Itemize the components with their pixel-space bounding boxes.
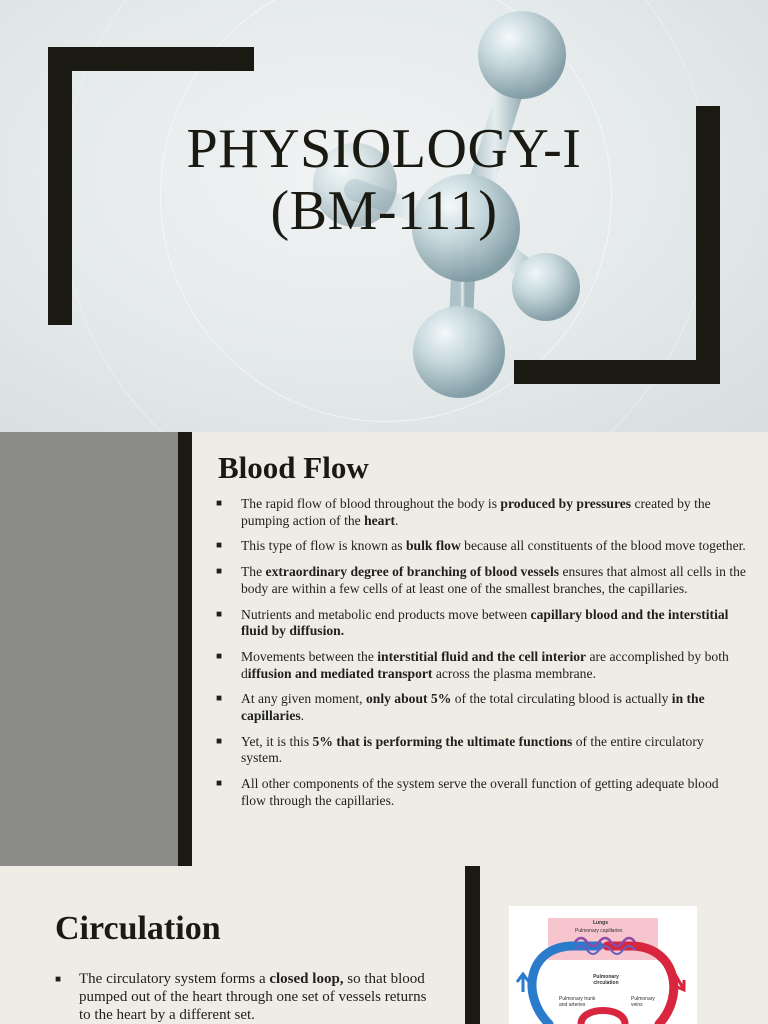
bullet-marker: ■: [216, 651, 223, 663]
text-run: Yet, it is this: [241, 733, 313, 749]
bold-run: capillary blood and the interstitial fluid by diffusion.: [241, 606, 729, 639]
pulmonary-loop-illustration: [509, 906, 697, 1024]
bullet-item: [216, 649, 746, 682]
text-run: The: [241, 564, 266, 580]
bullet-text: [79, 971, 426, 1023]
frame-bracket-bottom: [514, 360, 720, 384]
bullet-text: [241, 538, 746, 555]
bullet-marker: ■: [55, 974, 62, 985]
bullet-marker: ■: [216, 540, 223, 552]
bold-run: iffusion and mediated transport: [247, 665, 433, 681]
text-run: This type of flow is known as: [241, 538, 406, 554]
bold-run: closed loop,: [269, 971, 344, 987]
blood-flow-slide: [0, 432, 768, 866]
text-run: All other components of the system serve the overall function of getting adequate blood flow through the capillaries.: [241, 776, 719, 808]
bullet-item: [216, 607, 746, 640]
frame-bracket-top: [48, 47, 254, 71]
bullet-text: [241, 691, 746, 724]
bold-run: only about 5%: [365, 691, 452, 707]
text-run: of the entire circulatory system.: [241, 733, 704, 766]
bullet-list: [55, 970, 435, 1024]
bullet-marker: ■: [216, 498, 223, 509]
pulmonary-capillaries-label: Pulmonary capillaries: [575, 928, 623, 934]
text-run: across the plasma membrane.: [432, 665, 596, 681]
bullet-item: [216, 691, 746, 724]
bullet-text: [241, 496, 746, 529]
course-title-line-2: (BM-111): [270, 180, 498, 242]
bullet-item: [216, 734, 746, 767]
course-title-line-1: PHYSIOLOGY-I: [186, 118, 582, 180]
title-slide: [0, 0, 768, 432]
pulmonary-trunk-label: Pulmonary trunk and arteries: [559, 996, 596, 1008]
text-run: so that blood pumped out of the heart through one set of vessels returns to the heart by a different set.: [79, 971, 427, 1023]
pulmonary-veins-label: Pulmonary veins: [631, 996, 655, 1008]
slide-title: Circulation: [55, 910, 221, 947]
bullet-text: [241, 734, 746, 767]
bold-run: produced by pressures: [500, 496, 632, 511]
bold-run: heart: [364, 512, 396, 528]
bullet-marker: ■: [216, 778, 223, 790]
text-run: created by the pumping action of the: [241, 496, 711, 528]
bold-run: extraordinary degree of branching of blood vessels: [265, 564, 560, 580]
bullet-item: [216, 538, 746, 555]
lungs-label: Lungs: [593, 920, 608, 926]
bullet-text: [241, 649, 746, 682]
circulation-slide: [0, 866, 768, 1024]
bullet-item: [216, 496, 746, 529]
bullet-marker: ■: [216, 735, 223, 747]
text-run: At any given moment,: [241, 691, 366, 707]
bold-run: 5% that is performing the ultimate functions: [312, 733, 573, 749]
text-run: The rapid flow of blood throughout the body is: [241, 496, 501, 511]
accent-bar: [465, 866, 480, 1024]
slide-title: Blood Flow: [218, 450, 369, 485]
circulation-diagram: [509, 906, 697, 1024]
bullet-list: [216, 496, 746, 819]
text-run: of the total circulating blood is actually: [451, 691, 672, 707]
side-panel: [0, 432, 178, 866]
text-run: The circulatory system forms a: [79, 971, 270, 987]
text-run: ensures that almost all cells in the body are within a few cells of at least one of the smallest branches, the capillaries.: [241, 564, 746, 596]
bullet-marker: ■: [216, 608, 223, 620]
bullet-text: [241, 607, 746, 640]
text-run: because all constituents of the blood move together.: [460, 538, 746, 554]
text-run: Nutrients and metabolic end products move between: [241, 606, 531, 622]
text-run: .: [300, 707, 305, 723]
bullet-text: [241, 776, 746, 809]
bullet-item: [55, 970, 435, 1024]
bullet-item: [216, 776, 746, 809]
bullet-marker: ■: [216, 693, 223, 705]
text-run: .: [395, 512, 399, 528]
bullet-item: [216, 564, 746, 597]
bold-run: interstitial fluid and the cell interior: [377, 649, 587, 665]
bullet-text: [241, 564, 746, 597]
bold-run: bulk flow: [406, 538, 461, 554]
text-run: Movements between the: [241, 649, 378, 665]
bold-run: in the capillaries: [241, 691, 705, 723]
text-run: are accomplished by both d: [241, 649, 729, 681]
accent-bar: [178, 432, 192, 866]
pulmonary-circulation-label: Pulmonary circulation: [593, 974, 619, 986]
bullet-marker: ■: [216, 566, 223, 578]
course-title: [0, 118, 768, 242]
